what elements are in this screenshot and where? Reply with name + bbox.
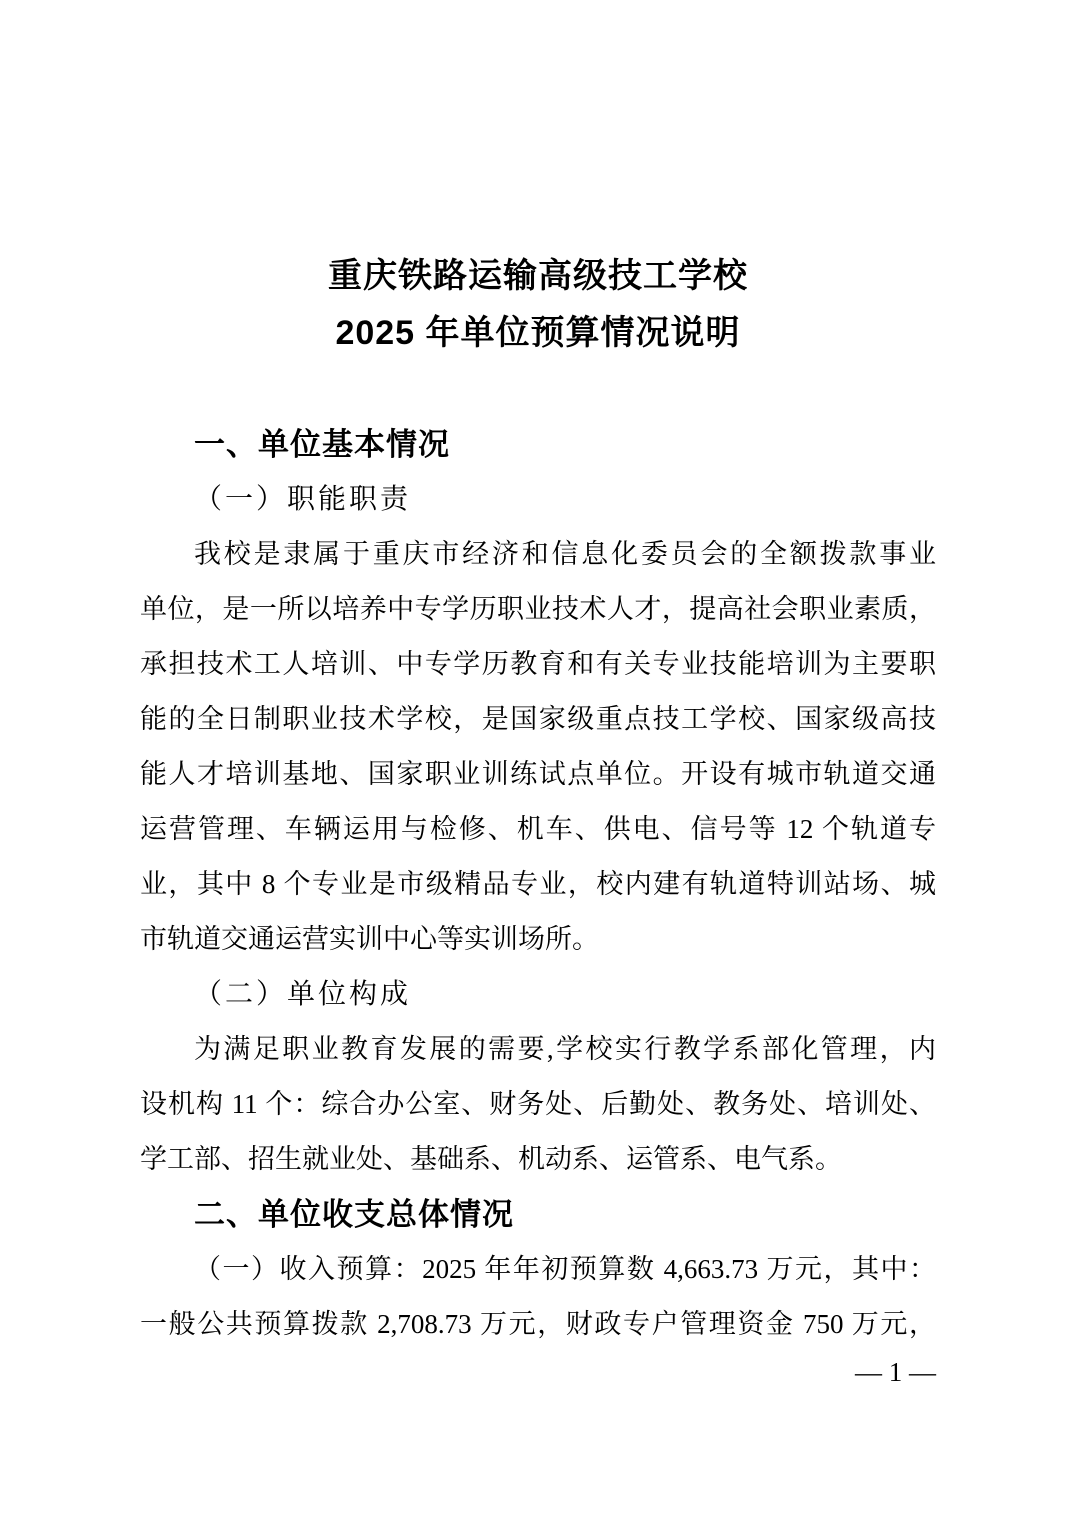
section1-para1-line8: 市轨道交通运营实训中心等实训场所。 bbox=[140, 924, 599, 954]
section1-para2-line2: 设机构 11 个：综合办公室、财务处、后勤处、教务处、培训处、 bbox=[140, 1089, 936, 1119]
title-spacer bbox=[140, 362, 936, 417]
section1-para1-line4: 能的全日制职业技术学校，是国家级重点技工学校、国家级高技 bbox=[140, 704, 936, 734]
section1-para1-line3: 承担技术工人培训、中专学历教育和有关专业技能培训为主要职 bbox=[140, 649, 936, 679]
page-number: — 1 — bbox=[855, 1357, 936, 1387]
section1-sub1-heading: （一）职能职责 bbox=[194, 484, 412, 515]
section1-para1-line6: 运营管理、车辆运用与检修、机车、供电、信号等 12 个轨道专 bbox=[140, 814, 936, 844]
section1-para2-line3: 学工部、招生就业处、基础系、机动系、运管系、电气系。 bbox=[140, 1144, 842, 1174]
section1-para1-line5: 能人才培训基地、国家职业训练试点单位。开设有城市轨道交通 bbox=[140, 759, 936, 789]
section1-para1-line1: 我校是隶属于重庆市经济和信息化委员会的全额拨款事业 bbox=[194, 539, 936, 569]
section1-para1-line7: 业，其中 8 个专业是市级精品专业，校内建有轨道特训站场、城 bbox=[140, 869, 936, 899]
section2-para1-line1: （一）收入预算：2025 年年初预算数 4,663.73 万元，其中： bbox=[194, 1254, 936, 1284]
section2-para1-line2: 一般公共预算拨款 2,708.73 万元，财政专户管理资金 750 万元， bbox=[140, 1309, 936, 1339]
section1-para1-line2: 单位，是一所以培养中专学历职业技术人才，提高社会职业素质， bbox=[140, 594, 936, 624]
section2-heading: 二、单位收支总体情况 bbox=[194, 1197, 514, 1232]
document-content bbox=[140, 248, 936, 1352]
section1-heading: 一、单位基本情况 bbox=[194, 427, 450, 462]
document-title-line2: 2025 年单位预算情况说明 bbox=[335, 314, 741, 352]
document-title-line1: 重庆铁路运输高级技工学校 bbox=[328, 257, 748, 295]
section1-sub2-heading: （二）单位构成 bbox=[194, 979, 412, 1010]
section1-para2-line1: 为满足职业教育发展的需要,学校实行教学系部化管理，内 bbox=[194, 1034, 936, 1064]
